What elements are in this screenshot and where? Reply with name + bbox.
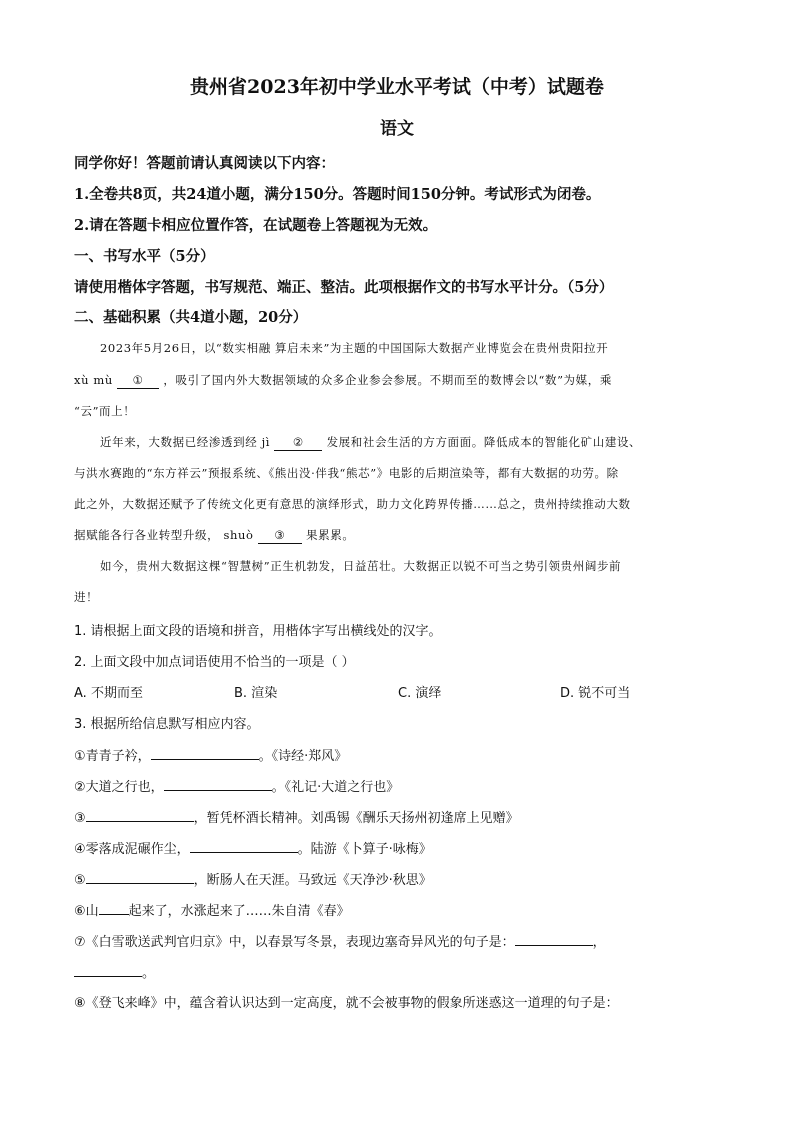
passage-p2-line4-rest: 果累累。 bbox=[306, 528, 355, 542]
option-a-text: 不期而至 bbox=[90, 686, 143, 701]
recite-item-5 bbox=[74, 868, 432, 888]
recite-item-7-end: 。 bbox=[142, 966, 156, 981]
passage-p1-line2 bbox=[74, 372, 612, 389]
blank-1: ① bbox=[117, 373, 159, 389]
question-3: 3. 根据所给信息默写相应内容。 bbox=[74, 717, 260, 732]
recite-item-2 bbox=[74, 775, 399, 795]
recite-item-5-source: ，断肠人在天涯。马致远《天净沙·秋思》 bbox=[193, 873, 432, 888]
section-1-text: 请使用楷体字答题，书写规范、端正、整洁。此项根据作文的书写水平计分。（5分） bbox=[74, 279, 614, 296]
instructions-greeting: 同学你好！答题前请认真阅读以下内容： bbox=[74, 155, 335, 172]
exam-title: 贵州省2023年初中学业水平考试（中考）试题卷 bbox=[190, 76, 604, 98]
passage-p2-line1 bbox=[100, 434, 641, 451]
recite-item-7 bbox=[74, 930, 606, 950]
passage-p2-line2: 与洪水赛跑的“东方祥云”预报系统、《熊出没·伴我“熊芯”》电影的后期渲染等，都有大数据的功劳。除 bbox=[74, 466, 619, 480]
recite-item-1 bbox=[74, 744, 347, 764]
option-b bbox=[234, 682, 277, 701]
subject-title: 语文 bbox=[380, 119, 414, 139]
section-2-heading: 二、基础积累（共4道小题，20分） bbox=[74, 309, 308, 326]
option-c-label: C. bbox=[398, 686, 412, 701]
recite-item-2-prompt: ②大道之行也， bbox=[74, 780, 164, 795]
recite-item-6 bbox=[74, 899, 350, 919]
instruction-item-1: 1.全卷共8页，共24道小题，满分150分。答题时间150分钟。考试形式为闭卷。 bbox=[74, 186, 601, 203]
option-b-text: 渲染 bbox=[251, 686, 278, 701]
question-1: 1. 请根据上面文段的语境和拼音，用楷体字写出横线处的汉字。 bbox=[74, 624, 442, 639]
recite-item-4-source: 。陆游《卜算子·咏梅》 bbox=[297, 842, 432, 857]
recite-blank-1[interactable] bbox=[151, 744, 259, 760]
passage-p3-line2: 进！ bbox=[74, 590, 99, 604]
option-c bbox=[398, 682, 441, 701]
recite-item-4-prompt: ④零落成泥碾作尘， bbox=[74, 842, 190, 857]
recite-item-8: ⑧《登飞来峰》中，蕴含着认识达到一定高度，就不会被事物的假象所迷惑这一道理的句子是： bbox=[74, 996, 619, 1011]
option-a bbox=[74, 682, 143, 701]
recite-item-1-prompt: ①青青子衿， bbox=[74, 749, 151, 764]
passage-p2-line4 bbox=[74, 527, 354, 544]
recite-item-6-source: 起来了，水涨起来了……朱自清《春》 bbox=[128, 904, 350, 919]
option-d bbox=[560, 682, 630, 701]
recite-blank-3[interactable] bbox=[86, 806, 194, 822]
option-c-text: 演绎 bbox=[415, 686, 442, 701]
recite-item-6-prompt: ⑥山 bbox=[74, 904, 99, 919]
instruction-item-2: 2.请在答题卡相应位置作答，在试题卷上答题视为无效。 bbox=[74, 217, 438, 234]
recite-item-7-comma: ， bbox=[592, 935, 606, 950]
option-a-label: A. bbox=[74, 686, 87, 701]
recite-item-7-prompt: ⑦《白雪歌送武判官归京》中，以春景写冬景，表现边塞奇异风光的句子是： bbox=[74, 935, 515, 950]
recite-item-1-source: 。《诗经·郑风》 bbox=[258, 749, 348, 764]
passage-p2-line1-pre: 近年来，大数据已经渗透到经 bbox=[100, 435, 258, 449]
pinyin-2: jì bbox=[261, 435, 271, 449]
passage-p1-line1: 2023年5月26日，以“数实相融 算启未来”为主题的中国国际大数据产业博览会在贵州贵阳拉开 bbox=[100, 341, 609, 355]
passage-p3-line1: 如今，贵州大数据这棵“智慧树”正生机勃发，日益茁壮。大数据正以锐不可当之势引领贵州阔步前 bbox=[100, 559, 622, 573]
recite-item-3-prompt: ③ bbox=[74, 811, 86, 826]
passage-p2-line3: 此之外，大数据还赋予了传统文化更有意思的演绎形式，助力文化跨界传播……总之，贵州持续推动大数 bbox=[74, 497, 631, 511]
pinyin-3: shuò bbox=[223, 528, 254, 542]
recite-item-7-line2 bbox=[74, 961, 155, 981]
recite-item-3-source: ，暂凭杯酒长精神。刘禹锡《酬乐天扬州初逢席上见赠》 bbox=[193, 811, 519, 826]
option-b-label: B. bbox=[234, 686, 248, 701]
question-2: 2. 上面文段中加点词语使用不恰当的一项是（ ） bbox=[74, 655, 355, 670]
recite-blank-5[interactable] bbox=[86, 868, 194, 884]
recite-blank-7b[interactable] bbox=[74, 961, 142, 977]
blank-3: ③ bbox=[258, 528, 302, 544]
recite-blank-4[interactable] bbox=[190, 837, 298, 853]
passage-p2-line1-rest: 发展和社会生活的方方面面。降低成本的智能化矿山建设、 bbox=[326, 435, 642, 449]
recite-item-3 bbox=[74, 806, 519, 826]
option-d-text: 锐不可当 bbox=[578, 686, 631, 701]
passage-p1-line2-text: ，吸引了国内外大数据领域的众多企业参会参展。不期而至的数博会以“数”为媒，乘 bbox=[163, 373, 612, 387]
section-1-heading: 一、书写水平（5分） bbox=[74, 248, 215, 265]
recite-item-2-source: 。《礼记·大道之行也》 bbox=[271, 780, 400, 795]
passage-p2-line4-pre: 据赋能各行各业转型升级， bbox=[74, 528, 220, 542]
recite-item-4 bbox=[74, 837, 432, 857]
recite-item-5-prompt: ⑤ bbox=[74, 873, 86, 888]
option-d-label: D. bbox=[560, 686, 575, 701]
recite-blank-7a[interactable] bbox=[515, 930, 593, 946]
passage-p1-line3: “云”而上！ bbox=[74, 404, 136, 418]
recite-blank-6[interactable] bbox=[99, 899, 129, 915]
blank-2: ② bbox=[274, 435, 322, 451]
pinyin-1: xù mù bbox=[74, 373, 113, 387]
recite-blank-2[interactable] bbox=[164, 775, 272, 791]
